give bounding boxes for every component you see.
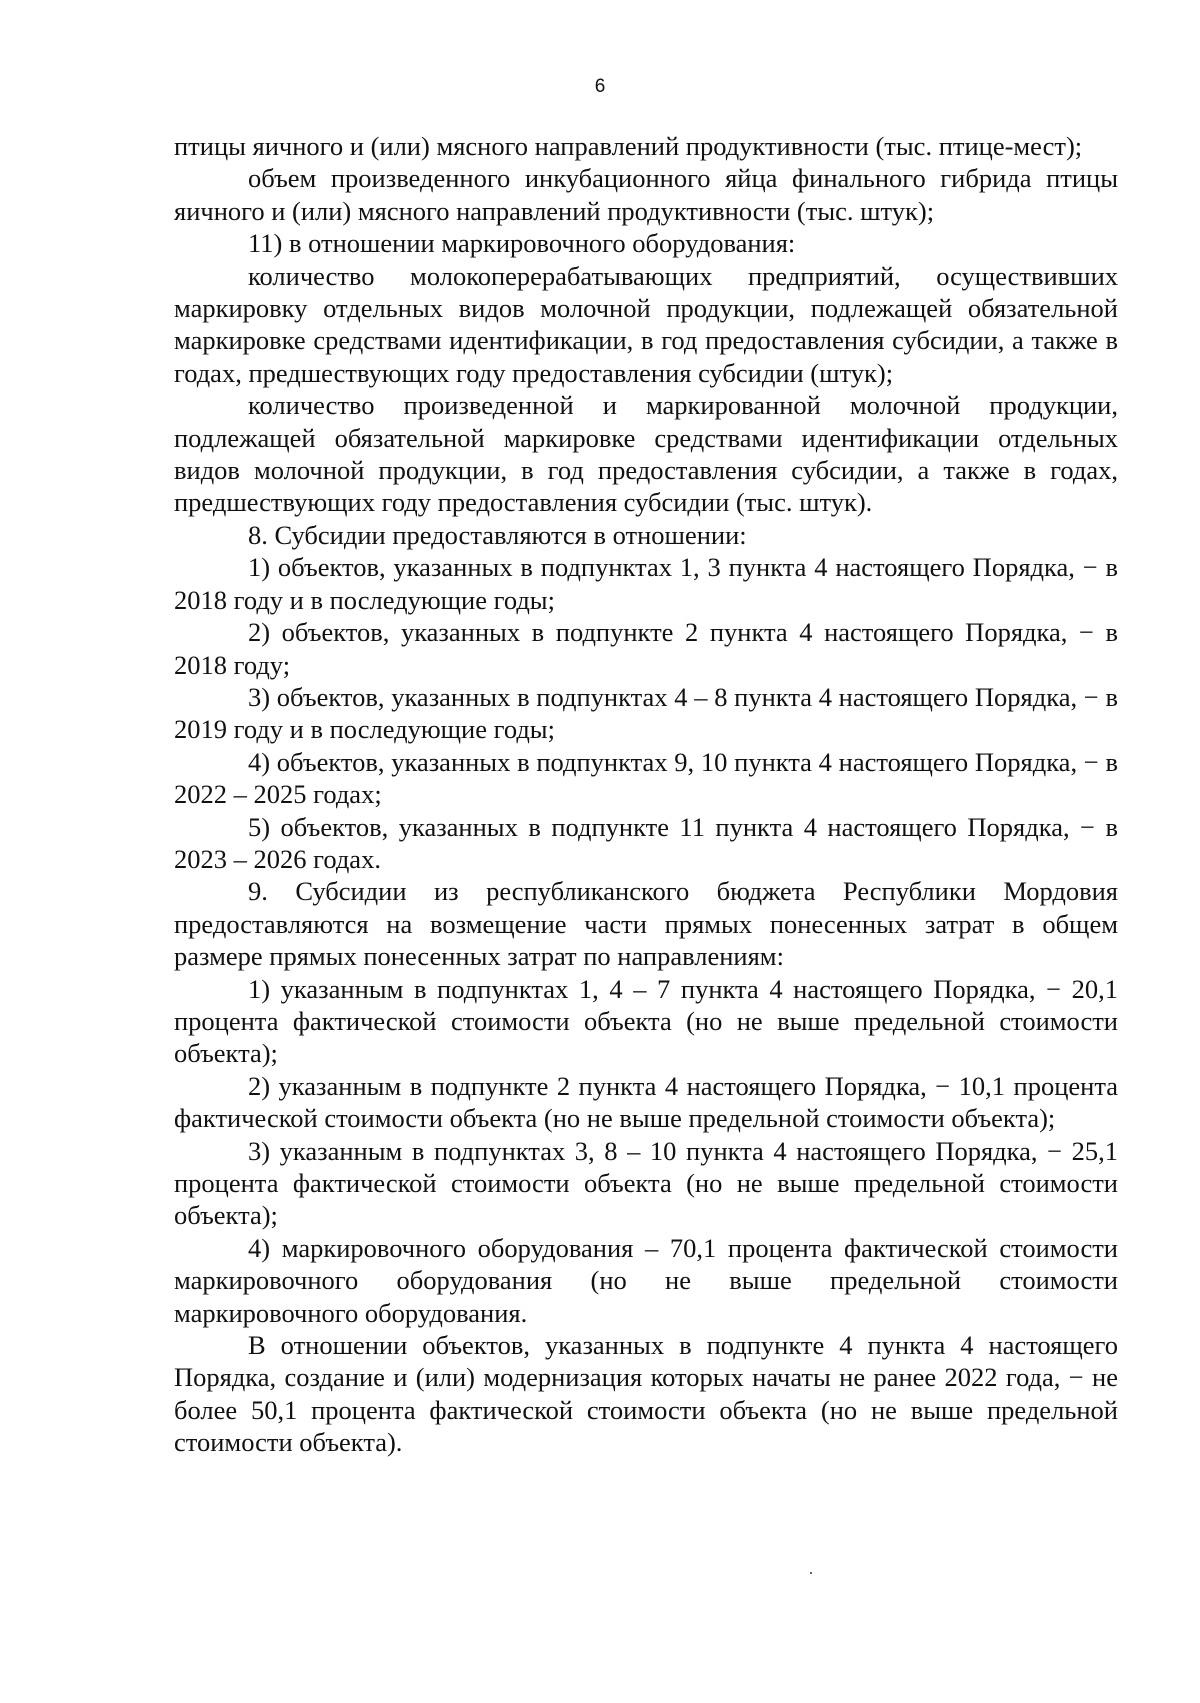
document-body <box>174 130 1118 1459</box>
paragraph: птицы яичного и (или) мясного направлений продуктивности (тыс. птице-мест); <box>174 131 1083 161</box>
paragraph: 3) объектов, указанных в подпунктах 4 – 8 пункта 4 настоящего Порядка, − в 2019 году и в последующие годы; <box>174 681 1118 745</box>
page-number: 6 <box>594 76 606 97</box>
paragraph: 8. Субсидии предоставляются в отношении: <box>248 519 747 550</box>
paragraph: количество молокоперерабатывающих предприятий, осуществивших маркировку отдельных видов молочной продукции, подлежащей обязательной маркировке средствами идентификации, в год предоставления субсидии, а также в годах, предшествующих году предоставления субсидии (штук); <box>174 260 1118 388</box>
paragraph: 2) указанным в подпункте 2 пункта 4 настоящего Порядка, − 10,1 процента фактической стоимости объекта (но не выше предельной стоимости объекта); <box>174 1070 1118 1134</box>
paragraph: 11) в отношении маркировочного оборудования: <box>248 228 796 259</box>
paragraph: 9. Субсидии из республиканского бюджета Республики Мордовия предоставляются на возмещение части прямых понесенных затрат в общем размере прямых понесенных затрат по направлениям: <box>174 876 1118 972</box>
paragraph: 5) объектов, указанных в подпункте 11 пункта 4 настоящего Порядка, − в 2023 – 2026 годах. <box>174 811 1118 874</box>
paragraph: 4) объектов, указанных в подпунктах 9, 10 пункта 4 настоящего Порядка, − в 2022 – 2025 годах; <box>174 746 1118 810</box>
scan-speck <box>810 1572 812 1574</box>
paragraph: 4) маркировочного оборудования – 70,1 процента фактической стоимости маркировочного оборудования (но не выше предельной стоимости маркировочного оборудования. <box>174 1232 1118 1328</box>
paragraph: В отношении объектов, указанных в подпункте 4 пункта 4 настоящего Порядка, создание и (или) модернизация которых начаты не ранее 2022 года, − не более 50,1 процента фактической стоимости объекта (но не выше предельной стоимости объекта). <box>174 1330 1118 1458</box>
paragraph: 1) объектов, указанных в подпунктах 1, 3 пункта 4 настоящего Порядка, − в 2018 году и в последующие годы; <box>174 552 1118 615</box>
paragraph: объем произведенного инкубационного яйца финального гибрида птицы яичного и (или) мясного направлений продуктивности (тыс. штук); <box>174 163 1118 226</box>
paragraph: 2) объектов, указанных в подпункте 2 пункта 4 настоящего Порядка, − в 2018 году; <box>174 617 1118 680</box>
paragraph: количество произведенной и маркированной молочной продукции, подлежащей обязательной маркировке средствами идентификации отдельных видов молочной продукции, в год предоставления субсидии, а также в годах, предшествующих году предоставления субсидии (тыс. штук). <box>174 390 1118 518</box>
paragraph: 1) указанным в подпунктах 1, 4 – 7 пункта 4 настоящего Порядка, − 20,1 процента фактической стоимости объекта (но не выше предельной стоимости объекта); <box>174 973 1118 1069</box>
paragraph: 3) указанным в подпунктах 3, 8 – 10 пункта 4 настоящего Порядка, − 25,1 процента фактической стоимости объекта (но не выше предельной стоимости объекта); <box>174 1135 1118 1231</box>
